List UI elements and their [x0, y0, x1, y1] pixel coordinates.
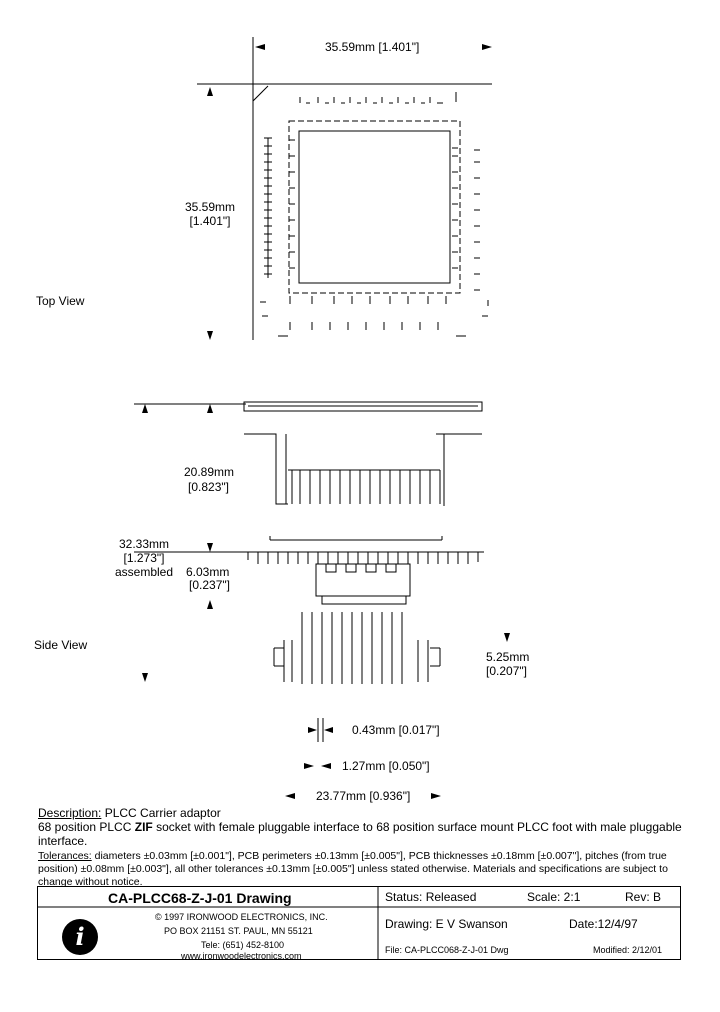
tolerances-text: diameters ±0.03mm [±0.001"], PCB perimeters ±0.13mm [±0.005"], PCB thicknesses ±0.18mm [±0.007"], pitches (from true position) ±0.08mm [±0.003"], all other tolerances ±0.13mm [±0.005"] unless stated otherwise. Materials and specifications are subject to change without notice.: [38, 850, 668, 888]
company-logo: [62, 919, 98, 955]
website-link[interactable]: www.ironwoodelectronics.com: [181, 951, 302, 961]
left-inner-pads: [289, 140, 295, 268]
assembled-height-mm: 32.33mm: [118, 537, 170, 551]
side-lower-pads: [274, 648, 440, 666]
arrow-pinlen-down: [504, 633, 510, 642]
right-edge-pads: [452, 148, 480, 290]
drawing-title: CA-PLCC68-Z-J-01 Drawing: [108, 890, 292, 906]
top-socket-inner: [299, 131, 450, 283]
top-socket-body: [289, 121, 460, 293]
rev-text: Rev: B: [625, 890, 662, 904]
address-text: PO BOX 21151 ST. PAUL, MN 55121: [164, 926, 313, 936]
description-line: [38, 806, 686, 820]
tolerances-heading: Tolerances:: [38, 850, 92, 862]
top-height-dimension-mm: 35.59mm: [184, 200, 236, 214]
tolerances-body: [38, 850, 686, 889]
file-text: File: CA-PLCC068-Z-J-01 Dwg: [385, 945, 509, 955]
body-height-in: [0.823"]: [188, 480, 229, 494]
scale-text: Scale: 2:1: [527, 890, 581, 904]
foot-height-in: [0.237"]: [189, 578, 230, 592]
arrow-foot-left: [285, 793, 295, 799]
arrow-pitch-right: [304, 763, 314, 769]
side-view-label: Side View: [34, 638, 88, 652]
body-height-mm: 20.89mm: [184, 465, 235, 479]
top-view-label: Top View: [36, 294, 85, 308]
description-bold: ZIF: [134, 820, 153, 834]
arrow-width-left: [255, 44, 265, 50]
pitch-dimension: 1.27mm [0.050"]: [342, 759, 430, 773]
arrow-pindiam-right: [308, 727, 317, 733]
arrow-assembled-up: [142, 404, 148, 413]
side-foot-pins: [248, 552, 478, 564]
description-body: [38, 820, 686, 848]
pin-diameter-dimension: 0.43mm [0.017"]: [352, 723, 440, 737]
pin-length-in: [0.207"]: [486, 664, 527, 678]
foot-height-mm: 6.03mm: [186, 565, 230, 579]
side-lower-pins: [284, 612, 428, 684]
arrow-body-up: [207, 404, 213, 413]
logo-letter: i: [75, 922, 85, 951]
bottom-edge-pads: [260, 296, 488, 336]
side-plate-line: [270, 536, 442, 540]
pin-length-mm: 5.25mm: [486, 650, 530, 664]
arrow-assembled-down: [142, 673, 148, 682]
date-text: Date:12/4/97: [569, 917, 638, 931]
assembled-note: assembled: [114, 565, 174, 579]
title-block: [37, 886, 681, 960]
arrow-height-down: [207, 331, 213, 340]
arrow-pindiam-left: [324, 727, 333, 733]
description-title: PLCC Carrier adaptor: [101, 806, 221, 820]
arrow-body-down: [207, 543, 213, 552]
top-height-dimension-in: [1.401"]: [189, 214, 231, 228]
drawn-by-text: Drawing: E V Swanson: [385, 917, 508, 931]
side-contact-comb: [288, 470, 440, 504]
phone-text: Tele: (651) 452-8100: [201, 940, 285, 950]
description-heading: Description:: [38, 806, 102, 820]
arrow-foot-right: [431, 793, 441, 799]
status-text: Status: Released: [385, 890, 477, 904]
side-foot-base: [322, 596, 406, 604]
top-corner-chamfer: [253, 86, 268, 101]
arrow-pitch-left: [321, 763, 331, 769]
arrow-foot-up: [207, 600, 213, 609]
foot-width-dimension: 23.77mm [0.936"]: [316, 789, 411, 803]
top-edge-pads: [300, 92, 456, 103]
left-edge-pads: [264, 138, 272, 278]
assembled-height-in: [1.273"]: [123, 551, 165, 565]
modified-text: Modified: 2/12/01: [593, 945, 663, 955]
top-width-dimension: 35.59mm [1.401"]: [325, 40, 420, 54]
copyright-text: © 1997 IRONWOOD ELECTRONICS, INC.: [155, 912, 328, 922]
arrow-height-up: [207, 87, 213, 96]
arrow-width-right: [482, 44, 492, 50]
description-pre: 68 position PLCC: [38, 820, 135, 834]
description-post: socket with female pluggable interface to 68 position surface mount PLCC foot with male pluggable interface.: [38, 820, 682, 848]
